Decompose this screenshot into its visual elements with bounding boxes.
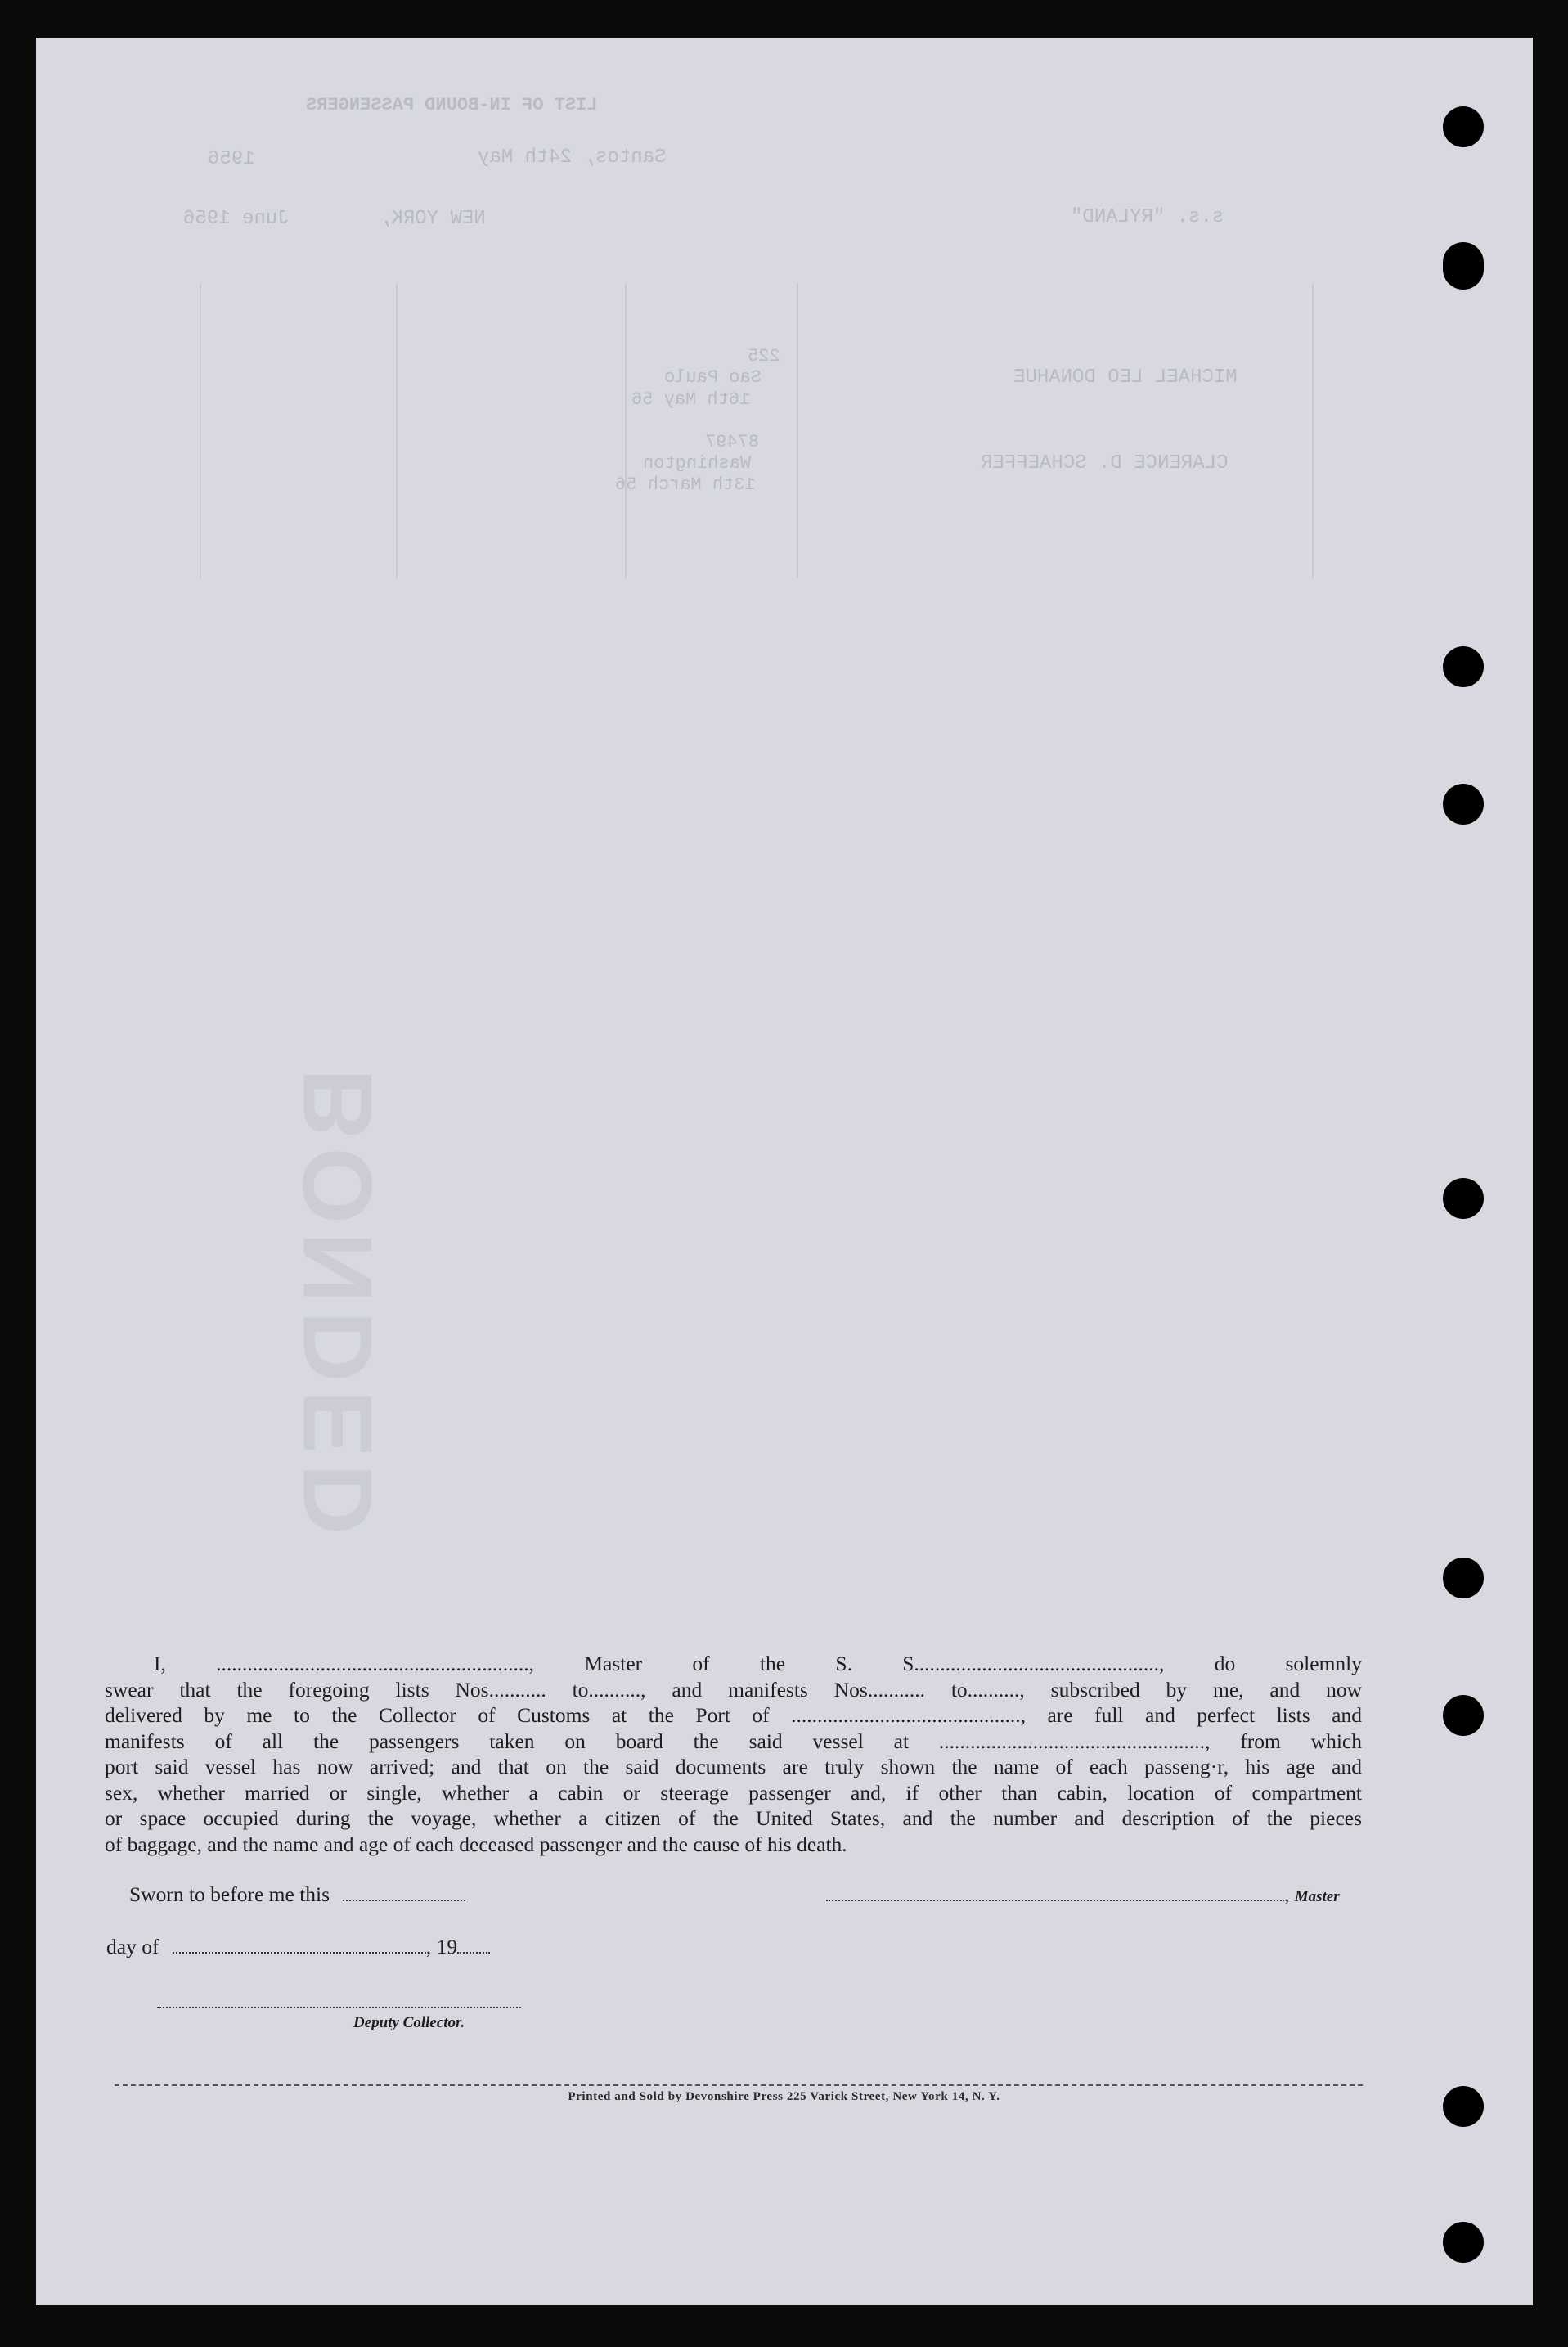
bleed-column-line — [625, 283, 627, 578]
bleed-arrival-date: June 1956 — [183, 208, 290, 230]
footer-rule — [115, 2084, 1363, 2086]
bleed-entry-1-place: Sao Paulo — [664, 367, 762, 388]
punch-hole — [1443, 1178, 1484, 1219]
oath-line: swear that the foregoing lists Nos........... to.........., and manifests Nos........... to.........., subscribed by me, and now — [105, 1677, 1362, 1702]
master-signature-line — [826, 1885, 1284, 1901]
oath-line: of baggage, and the name and age of each deceased passenger and the cause of his death. — [105, 1832, 847, 1856]
punch-hole — [1443, 2222, 1484, 2263]
day-of-line — [173, 1937, 426, 1954]
bleed-heading: LIST OF IN-BOUND PASSENGERS — [306, 95, 598, 115]
punch-hole — [1443, 242, 1484, 290]
bleed-from-port: Santos, 24th May — [478, 146, 667, 169]
oath-line: sex, whether married or single, whether a cabin or steerage passenger and, if other than cabin, location of compartment — [105, 1780, 1362, 1805]
oath-line: port said vessel has now arrived; and that on the said documents are truly shown the name of each passeng·r, his age and — [105, 1755, 1362, 1778]
oath-line: delivered by me to the Collector of Customs at the Port of ............................................, are full and perfect lists and — [105, 1703, 1362, 1727]
deputy-signature-line — [157, 1992, 521, 2008]
bleed-column-line — [396, 283, 398, 578]
manifest-page — [36, 38, 1533, 2305]
sworn-label: Sworn to before me this — [129, 1882, 330, 1906]
printer-imprint: Printed and Sold by Devonshire Press 225 Varick Street, New York 14, N. Y. — [568, 2090, 1000, 2103]
bleed-entry-2-place: Washington — [643, 453, 752, 474]
bleed-column-line — [200, 283, 201, 578]
bleed-from-year: 1956 — [208, 148, 255, 170]
master-signature-row: , Master — [826, 1882, 1340, 1907]
bleed-arrival-port: NEW YORK, — [380, 208, 486, 230]
oath-line: manifests of all the passengers taken on board the said vessel at ..................................................., from which — [105, 1729, 1362, 1753]
year-prefix: , 19 — [425, 1935, 458, 1958]
bleed-stamp: BONDED — [283, 1068, 393, 1544]
oath-line: or space occupied during the voyage, whether a citizen of the United States, and the number and description of the pieces — [105, 1806, 1362, 1830]
bleed-column-line — [1312, 283, 1314, 578]
punch-hole — [1443, 646, 1484, 687]
bleed-entry-1-name: MICHAEL LEO DONAHUE — [1013, 366, 1238, 389]
deputy-label: Deputy Collector. — [353, 2014, 465, 2031]
bleed-entry-2-name: CLARENCE D. SCHAEFFER — [981, 452, 1229, 474]
bleed-vessel: s.s. "RYLAND" — [1071, 206, 1224, 228]
bleed-entry-2-doc: 87497 — [705, 432, 760, 452]
bleed-entry-1-date: 16th May 56 — [631, 389, 751, 410]
deputy-row — [157, 1990, 521, 2014]
bleed-entry-2-date: 13th March 56 — [615, 474, 756, 495]
master-label: Master — [1294, 1888, 1340, 1905]
punch-hole — [1443, 106, 1484, 147]
oath-line: I, ............................................................, Master of the S. S..............................................., do solemnly — [154, 1652, 1362, 1675]
sworn-row — [129, 1882, 465, 1907]
punch-hole — [1443, 1695, 1484, 1736]
punch-hole — [1443, 1558, 1484, 1598]
punch-hole — [1443, 784, 1484, 825]
day-of-row — [106, 1935, 490, 1959]
sworn-date-line — [343, 1885, 465, 1901]
master-oath — [105, 1651, 1362, 1857]
bleed-column-line — [797, 283, 798, 578]
bleed-entry-1-doc: 225 — [748, 346, 780, 366]
deputy-label-row — [353, 2008, 465, 2033]
day-of-label: day of — [106, 1935, 159, 1958]
year-line — [457, 1937, 490, 1954]
